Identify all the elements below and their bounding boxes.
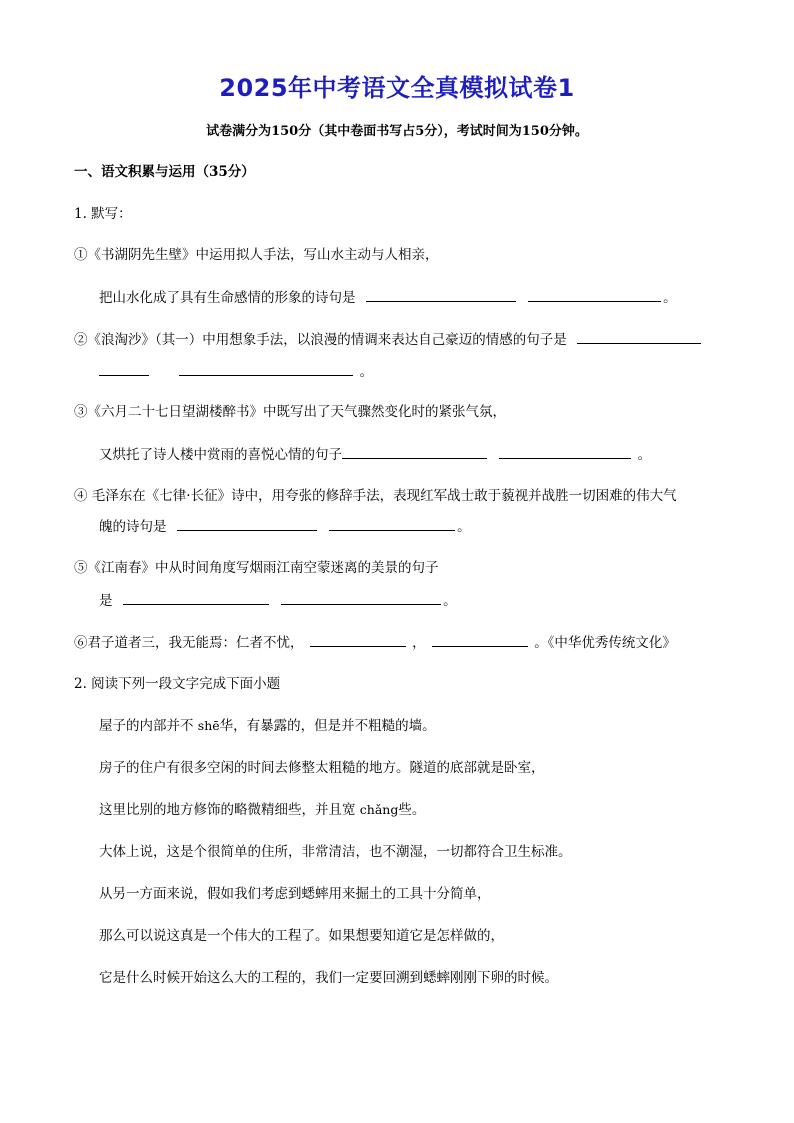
answer-blank[interactable] bbox=[281, 590, 441, 605]
passage-line-4: 大体上说，这是个很简单的住所，非常清洁，也不潮湿，一切都符合卫生标准。 bbox=[99, 844, 572, 860]
answer-blank[interactable] bbox=[577, 329, 701, 344]
q1-item3-line2 bbox=[99, 444, 651, 465]
exam-title: 2025年中考语文全真模拟试卷1 bbox=[219, 74, 575, 102]
passage-line-2: 房子的住户有很多空闲的时间去修整太粗糙的地方。隧道的底部就是卧室， bbox=[99, 760, 545, 776]
q1-item5-end: 。 bbox=[443, 593, 457, 609]
q1-item5-line1: ⑤《江南春》中从时间角度写烟雨江南空蒙迷离的美景的句子 bbox=[74, 560, 439, 576]
section-heading: 一、语文积累与运用（35分） bbox=[74, 164, 255, 180]
q1-item4-line1: ④ 毛泽东在《七律·长征》诗中，用夸张的修辞手法，表现红军战士敢于藐视并战胜一切困难的伟大气 bbox=[74, 488, 677, 504]
answer-blank[interactable] bbox=[329, 516, 455, 531]
q1-item1-line1: ①《书湖阴先生壁》中运用拟人手法，写山水主动与人相亲， bbox=[74, 247, 439, 263]
pinyin: chǎng bbox=[359, 802, 399, 817]
q1-item1-end: 。 bbox=[663, 290, 677, 306]
passage-line-1 bbox=[99, 716, 436, 736]
passage-line-5: 从另一方面来说，假如我们考虑到蟋蟀用来掘土的工具十分简单， bbox=[99, 886, 491, 902]
q1-item4-end: 。 bbox=[457, 519, 471, 535]
q1-item6-line bbox=[74, 632, 676, 653]
exam-subtitle: 试卷满分为150分（其中卷面书写占5分），考试时间为150分钟。 bbox=[206, 124, 588, 139]
passage-text: 屋子的内部并不 bbox=[99, 718, 194, 734]
answer-blank[interactable] bbox=[499, 444, 631, 459]
q1-item5-text: 是 bbox=[99, 593, 113, 609]
q1-item6-mid: ， bbox=[412, 635, 426, 651]
passage-text: 华，有暴露的，但是并不粗糙的墙。 bbox=[219, 718, 436, 734]
passage-line-7: 它是什么时候开始这么大的工程的，我们一定要回溯到蟋蟀刚刚下卵的时候。 bbox=[99, 970, 558, 986]
q1-item4-line2 bbox=[99, 516, 471, 537]
answer-blank[interactable] bbox=[177, 516, 317, 531]
q1-item3-text: 又烘托了诗人楼中赏雨的喜悦心情的句子 bbox=[99, 447, 342, 463]
answer-blank[interactable] bbox=[123, 590, 269, 605]
question-1-label: 1. 默写： bbox=[74, 206, 132, 222]
passage-text: 这里比别的地方修饰的略微精细些，并且宽 bbox=[99, 802, 356, 818]
q1-item3-end: 。 bbox=[637, 447, 652, 463]
answer-blank[interactable] bbox=[342, 444, 487, 459]
question-2-label: 2. 阅读下列一段文字完成下面小题 bbox=[74, 676, 281, 692]
answer-blank[interactable] bbox=[528, 287, 661, 302]
passage-text: 些。 bbox=[398, 802, 426, 818]
answer-blank[interactable] bbox=[99, 361, 149, 376]
q1-item2-end: 。 bbox=[359, 364, 374, 380]
q1-item1-text: 把山水化成了具有生命感情的形象的诗句是 bbox=[99, 290, 356, 306]
answer-blank[interactable] bbox=[179, 361, 353, 376]
pinyin: shē bbox=[197, 718, 220, 733]
q1-item6-start: ⑥君子道者三，我无能焉：仁者不忧， bbox=[74, 635, 304, 651]
answer-blank[interactable] bbox=[366, 287, 516, 302]
q1-item5-line2 bbox=[99, 590, 457, 611]
answer-blank[interactable] bbox=[432, 632, 528, 647]
q1-item1-line2 bbox=[99, 287, 677, 308]
q1-item6-end: 。《中华优秀传统文化》 bbox=[534, 635, 676, 651]
q1-item2-text: ②《浪淘沙》（其一）中用想象手法，以浪漫的情调来表达自己豪迈的情感的句子是 bbox=[74, 332, 567, 348]
q1-item4-text: 魄的诗句是 bbox=[99, 519, 167, 535]
passage-line-3 bbox=[99, 800, 425, 820]
q1-item2-line2 bbox=[99, 361, 373, 382]
q1-item3-line1: ③《六月二十七日望湖楼醉书》中既写出了天气骤然变化时的紧张气氛， bbox=[74, 404, 506, 420]
q1-item2-line1 bbox=[74, 329, 703, 350]
answer-blank[interactable] bbox=[310, 632, 406, 647]
passage-line-6: 那么可以说这真是一个伟大的工程了。如果想要知道它是怎样做的， bbox=[99, 928, 504, 944]
